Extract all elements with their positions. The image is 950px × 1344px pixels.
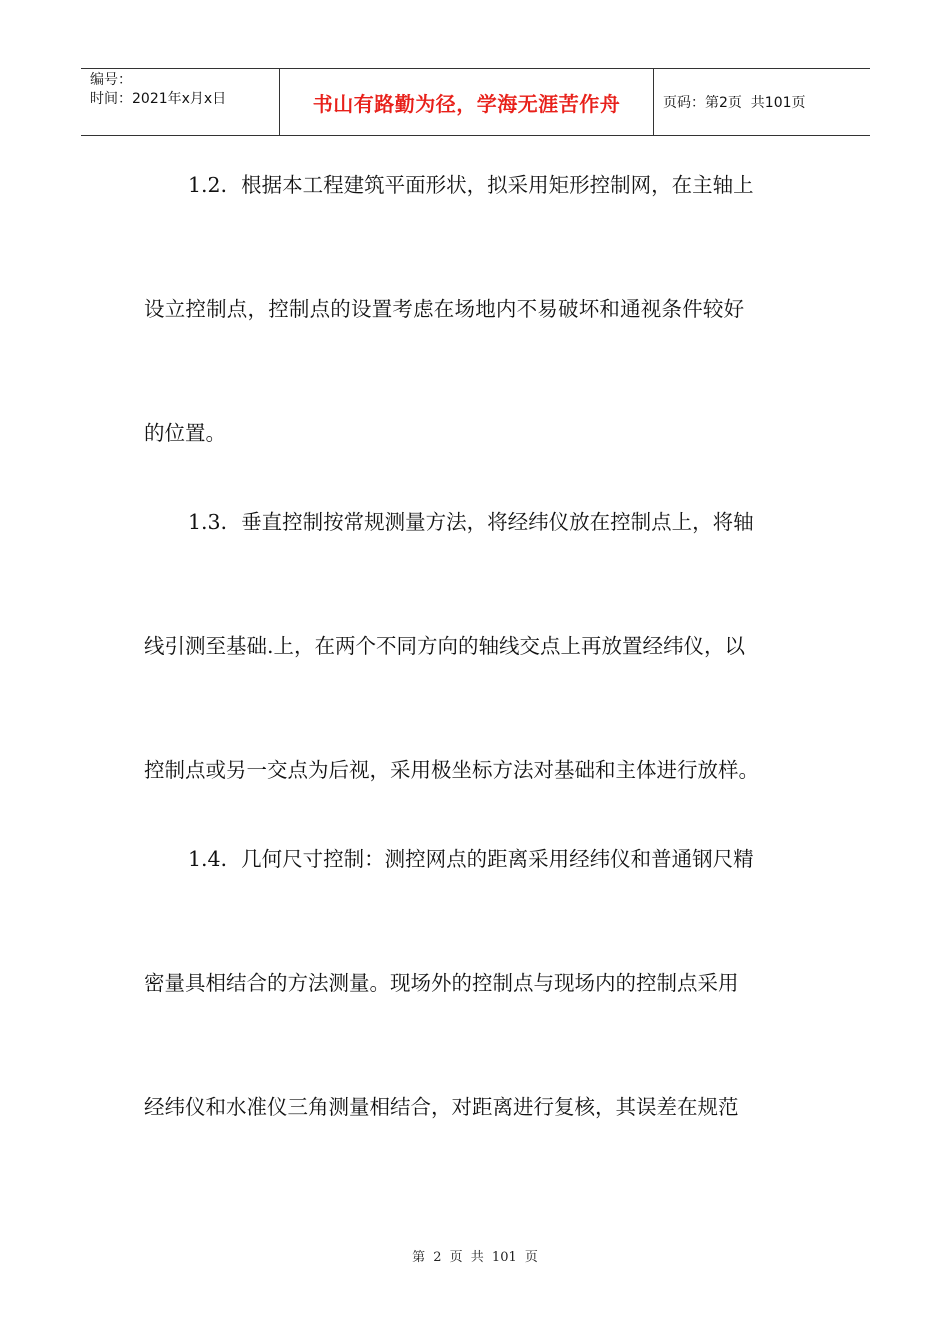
body-line: 1.3．垂直控制按常规测量方法，将经纬仪放在控制点上，将轴 <box>188 510 754 534</box>
motto-text: 书山有路勤为径，学海无涯苦作舟 <box>312 91 621 116</box>
body-line: 1.4．几何尺寸控制：测控网点的距离采用经纬仪和普通钢尺精 <box>188 847 754 871</box>
time-label: 时间：2021年x月x日 <box>90 91 227 107</box>
document-header <box>81 68 870 136</box>
header-meta-cell <box>81 69 280 135</box>
page-info: 页码：第2页 共101页 <box>663 95 806 111</box>
body-line: 的位置。 <box>144 421 226 445</box>
page-footer: 第 2 页 共 101 页 <box>412 1250 538 1265</box>
body-line: 密量具相结合的方法测量。现场外的控制点与现场内的控制点采用 <box>144 971 739 995</box>
body-line: 线引测至基础.上，在两个不同方向的轴线交点上再放置经纬仪，以 <box>144 634 746 658</box>
body-line: 1.2．根据本工程建筑平面形状，拟采用矩形控制网，在主轴上 <box>188 173 754 197</box>
body-line: 控制点或另一交点为后视，采用极坐标方法对基础和主体进行放样。 <box>144 758 759 782</box>
body-line: 设立控制点，控制点的设置考虑在场地内不易破坏和通视条件较好 <box>144 297 745 321</box>
number-label: 编号： <box>90 72 132 88</box>
body-line: 经纬仪和水准仪三角测量相结合，对距离进行复核，其误差在规范 <box>144 1095 739 1119</box>
header-motto-cell <box>280 69 654 135</box>
header-page-cell <box>654 69 870 135</box>
